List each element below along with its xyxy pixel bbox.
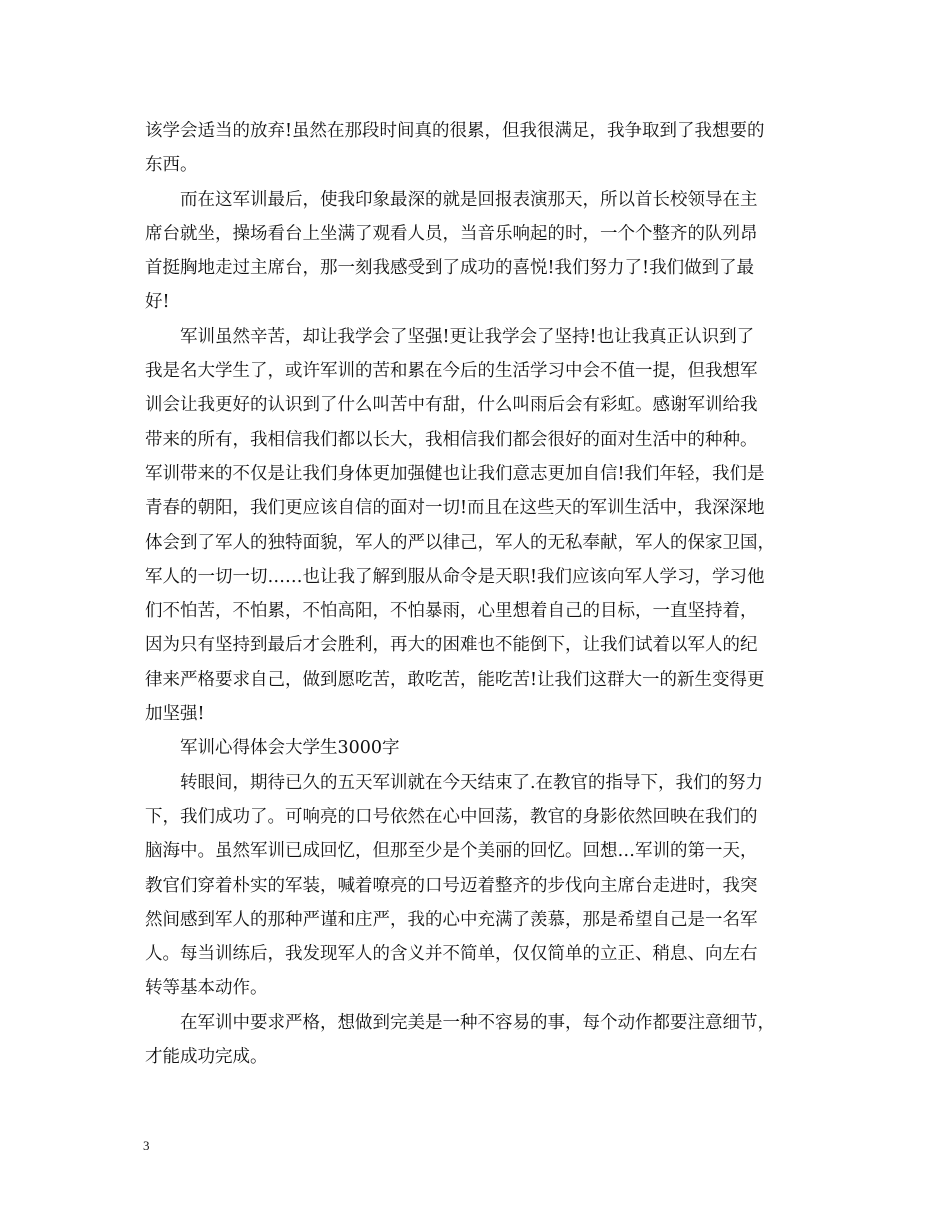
text-line: 加坚强!	[145, 704, 205, 725]
body-text	[145, 114, 815, 1074]
text-line: 青春的朝阳，我们更应该自信的面对一切!而且在这些天的军训生活中，我深深地	[145, 498, 765, 519]
text-line: 我是名大学生了，或许军训的苦和累在今后的生活学习中会不值一提，但我想军	[145, 361, 758, 382]
text-line: 脑海中。虽然军训已成回忆，但那至少是个美丽的回忆。回想…军训的第一天，	[145, 841, 758, 862]
paragraph-start-line: 军训虽然辛苦，却让我学会了坚强!更让我学会了坚持!也让我真正认识到了	[180, 326, 755, 347]
paragraph-start-line: 在军训中要求严格，想做到完美是一种不容易的事，每个动作都要注意细节，	[180, 1012, 775, 1033]
text-line: 体会到了军人的独特面貌，军人的严以律己，军人的无私奉献，军人的保家卫国，	[145, 532, 775, 553]
text-line: 席台就坐，操场看台上坐满了观看人员，当音乐响起的时，一个个整齐的队列昂	[145, 223, 758, 244]
text-line: 军人的一切一切……也让我了解到服从命令是天职!我们应该向军人学习，学习他	[145, 566, 765, 587]
text-line: 军训带来的不仅是让我们身体更加强健也让我们意志更加自信!我们年轻，我们是	[145, 463, 765, 484]
text-line: 东西。	[145, 155, 198, 176]
paragraph-start-line: 转眼间，期待已久的五天军训就在今天结束了.在教官的指导下，我们的努力	[180, 772, 764, 793]
text-line: 下，我们成功了。可响亮的口号依然在心中回荡，教官的身影依然回映在我们的	[145, 806, 758, 827]
text-line: 因为只有坚持到最后才会胜利，再大的困难也不能倒下，让我们试着以军人的纪	[145, 635, 758, 656]
page-number: 3	[143, 1138, 150, 1153]
paragraph-start-line: 而在这军训最后，使我印象最深的就是回报表演那天，所以首长校领导在主	[180, 189, 758, 210]
text-line: 好!	[145, 292, 170, 313]
text-line: 才能成功完成。	[145, 1047, 268, 1068]
text-line: 们不怕苦，不怕累，不怕高阳，不怕暴雨，心里想着自己的目标，一直坚持着，	[145, 601, 758, 622]
text-line: 教官们穿着朴实的军装，喊着嘹亮的口号迈着整齐的步伐向主席台走进时，我突	[145, 875, 758, 896]
text-line: 首挺胸地走过主席台，那一刻我感受到了成功的喜悦!我们努力了!我们做到了最	[145, 258, 755, 279]
text-line: 转等基本动作。	[145, 978, 268, 999]
text-line: 人。每当训练后，我发现军人的含义并不简单，仅仅简单的立正、稍息、向左右	[145, 944, 758, 965]
text-line: 然间感到军人的那种严谨和庄严，我的心中充满了羡慕，那是希望自己是一名军	[145, 909, 758, 930]
text-line: 带来的所有，我相信我们都以长大，我相信我们都会很好的面对生活中的种种。	[145, 429, 758, 450]
section-heading: 军训心得体会大学生3000字	[180, 738, 400, 759]
text-line: 训会让我更好的认识到了什么叫苦中有甜，什么叫雨后会有彩虹。感谢军训给我	[145, 395, 758, 416]
text-line: 律来严格要求自己，做到愿吃苦，敢吃苦，能吃苦!让我们这群大一的新生变得更	[145, 669, 765, 690]
text-line: 该学会适当的放弃!虽然在那段时间真的很累，但我很满足，我争取到了我想要的	[145, 121, 765, 141]
